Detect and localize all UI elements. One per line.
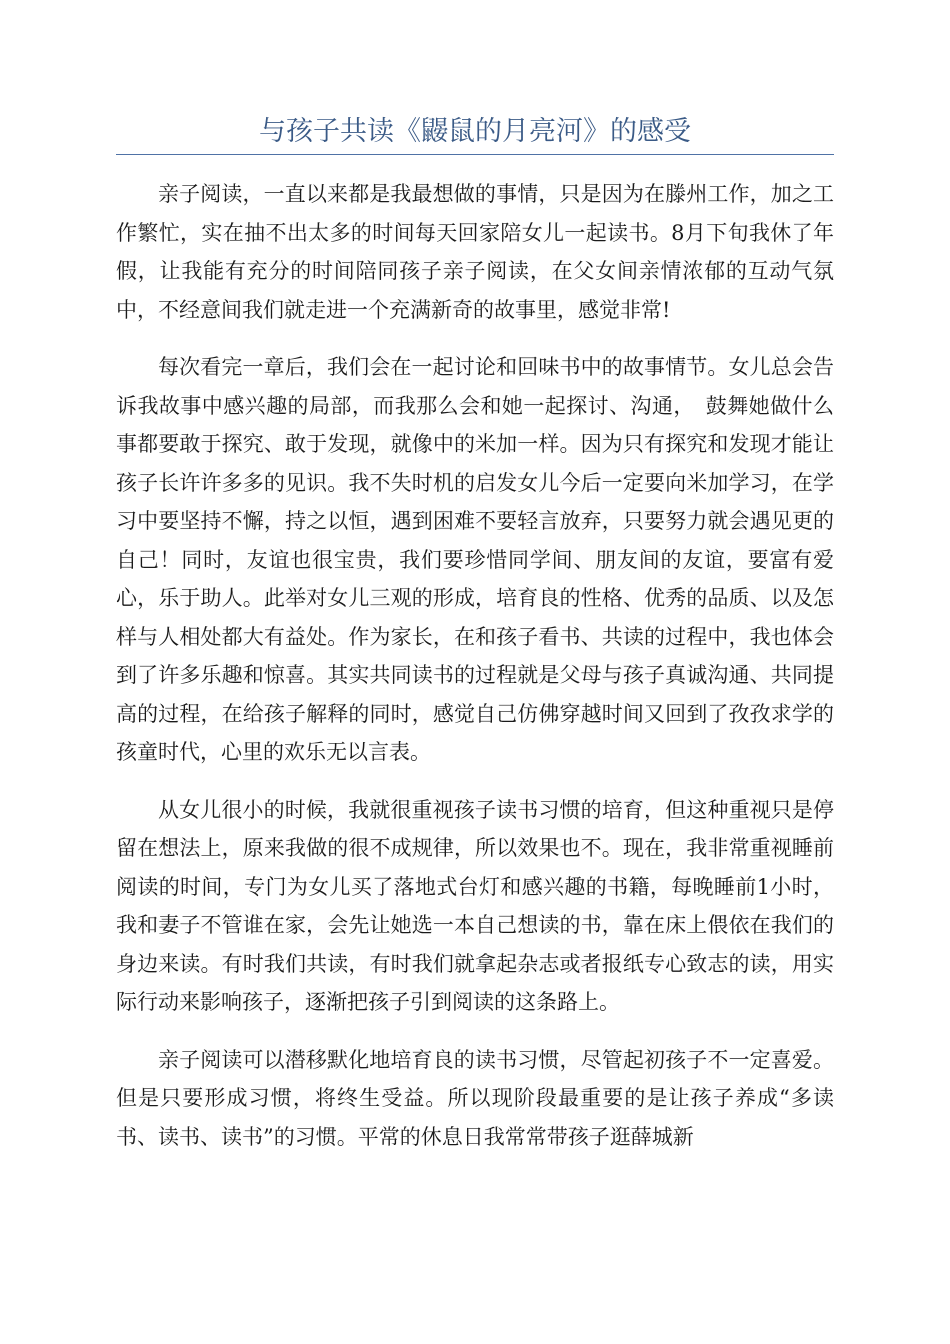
paragraph-4: 亲子阅读可以潜移默化地培育良的读书习惯，尽管起初孩子不一定喜爱。但是只要形成习惯，将终生受益。所以现阶段最重要的是让孩子养成“多读书、读书、读书”的习惯。平常的休息日我常常带孩子逛薛城新: [116, 1047, 834, 1149]
title-underline: [116, 154, 834, 155]
document-title: 与孩子共读《鼹鼠的月亮河》的感受: [259, 116, 691, 147]
document-body: [116, 175, 834, 1175]
paragraph-1: 亲子阅读，一直以来都是我最想做的事情，只是因为在滕州工作，加之工作繁忙，实在抽不出太多的时间每天回家陪女儿一起读书。8月下旬我休了年假，让我能有充分的时间陪同孩子亲子阅读，在父女间亲情浓郁的互动气氛中，不经意间我们就走进一个充满新奇的故事里，感觉非常!: [116, 182, 834, 322]
paragraph-3: 从女儿很小的时候，我就很重视孩子读书习惯的培育，但这种重视只是停留在想法上，原来我做的很不成规律，所以效果也不。现在，我非常重视睡前阅读的时间，专门为女儿买了落地式台灯和感兴趣的书籍，每晚睡前1小时，我和妻子不管谁在家，会先让她选一本自己想读的书，靠在床上偎依在我们的身边来读。有时我们共读，有时我们就拿起杂志或者报纸专心致志的读，用实际行动来影响孩子，逐渐把孩子引到阅读的这条路上。: [116, 797, 834, 1014]
paragraph-2: 每次看完一章后，我们会在一起讨论和回味书中的故事情节。女儿总会告诉我故事中感兴趣的局部，而我那么会和她一起探讨、沟通， 鼓舞她做什么事都要敢于探究、敢于发现，就像中的米加一样。因为只有探究和发现才能让孩子长许许多多的见识。我不失时机的启发女儿今后一定要向米加学习，在学习中要坚持不懈，持之以恒，遇到困难不要轻言放弃，只要努力就会遇见更的自己！同时，友谊也很宝贵，我们要珍惜同学间、朋友间的友谊，要富有爱心，乐于助人。此举对女儿三观的形成，培育良的性格、优秀的品质、以及怎样与人相处都大有益处。作为家长，在和孩子看书、共读的过程中，我也体会到了许多乐趣和惊喜。其实共同读书的过程就是父母与孩子真诚沟通、共同提高的过程，在给孩子解释的同时，感觉自己仿佛穿越时间又回到了孜孜求学的孩童时代，心里的欢乐无以言表。: [116, 355, 834, 764]
